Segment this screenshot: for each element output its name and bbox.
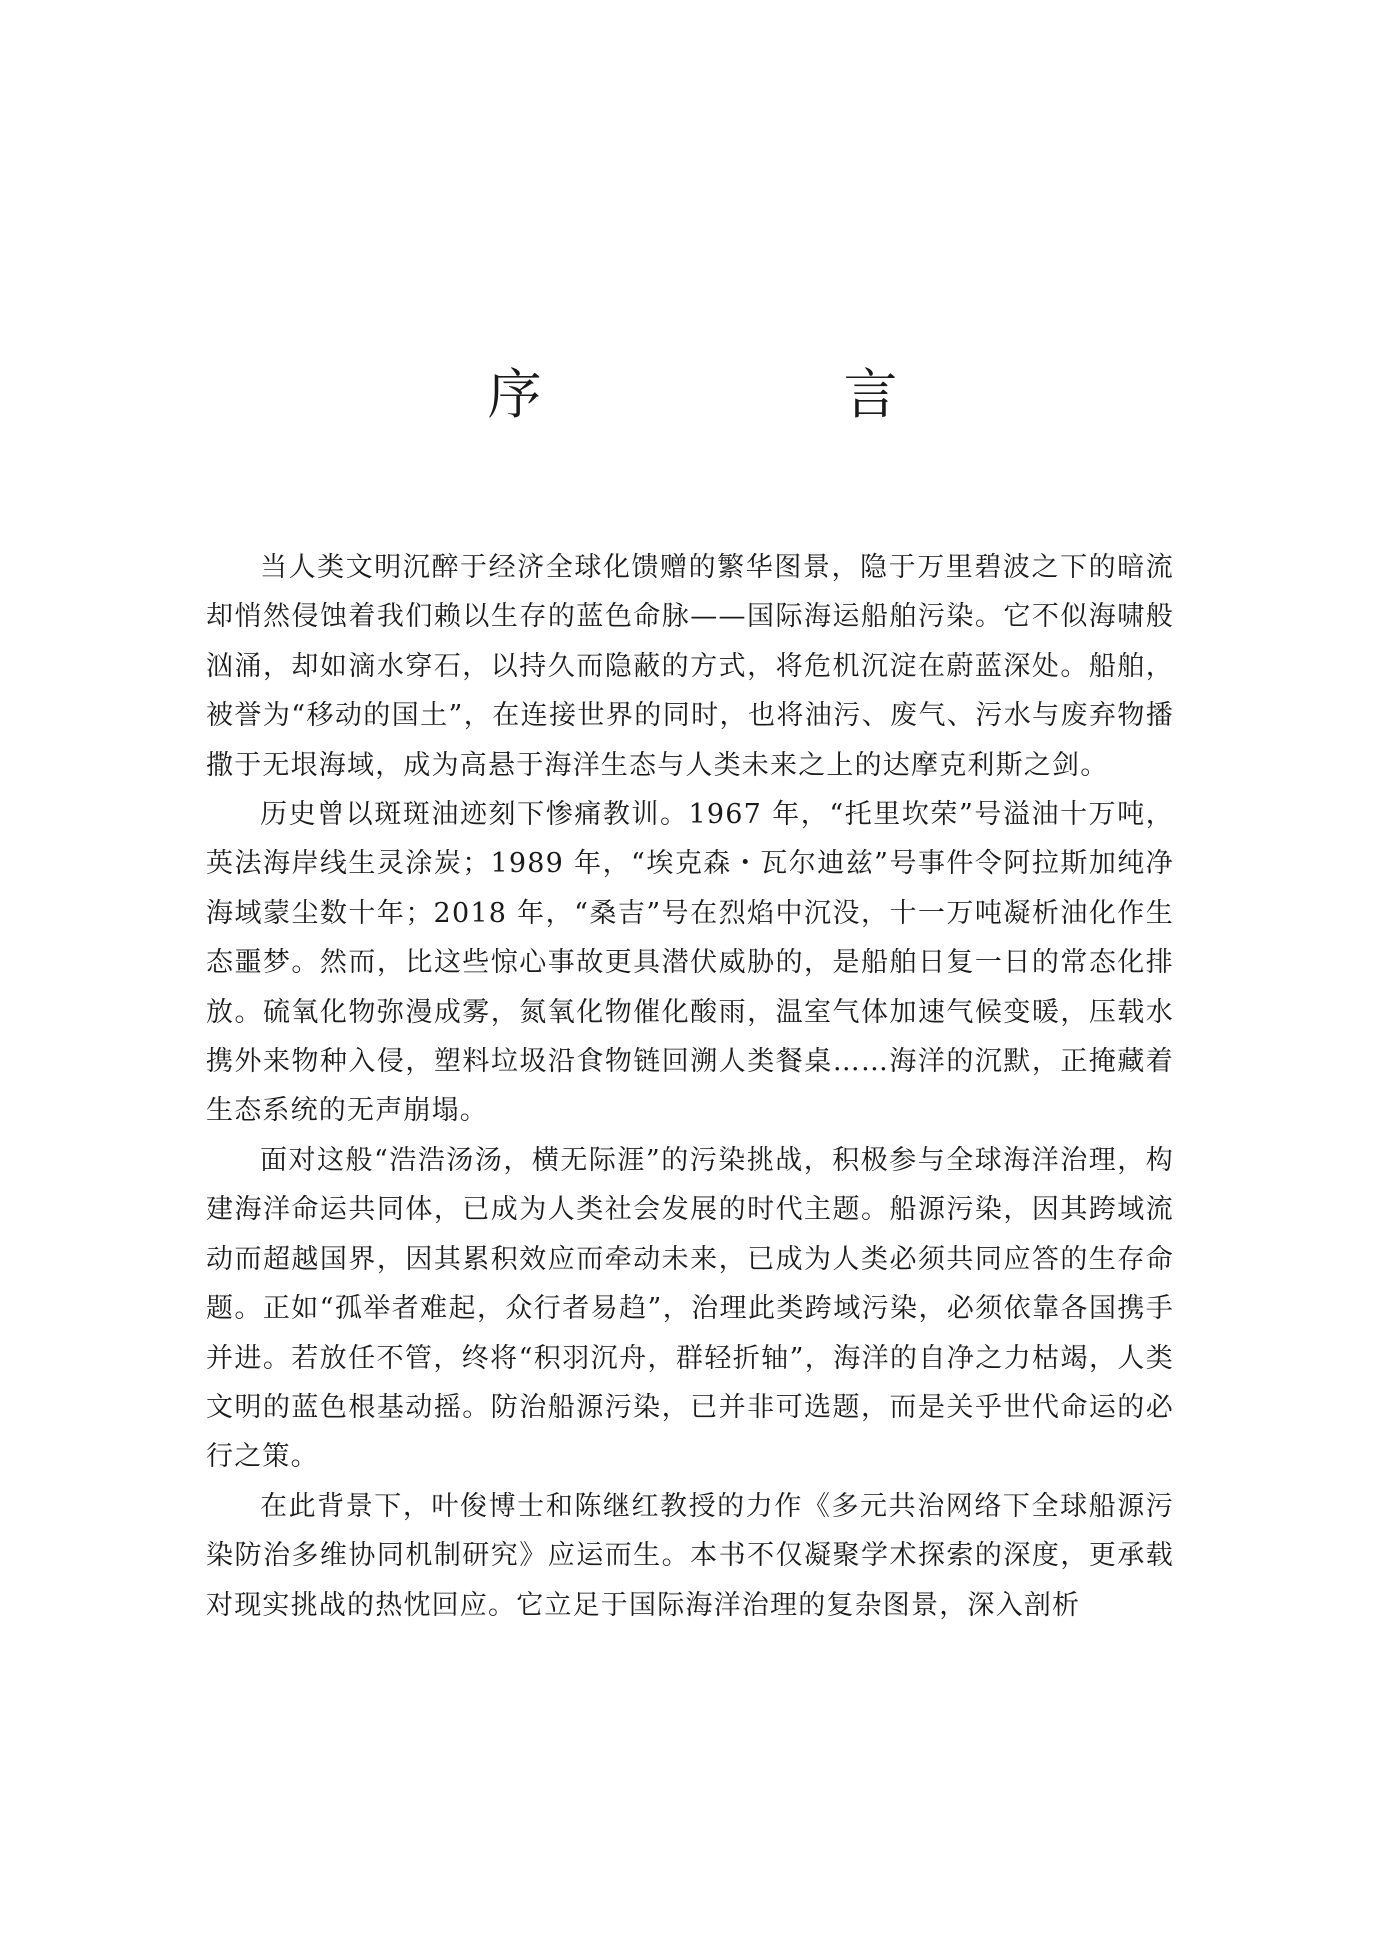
paragraph-2: 历史曾以斑斑油迹刻下惨痛教训。1967 年，“托里坎荣”号溢油十万吨，英法海岸线生灵涂炭；1989 年，“埃克森・瓦尔迪兹”号事件令阿拉斯加纯净海域蒙尘数十年；2018 年，“桑吉”号在烈焰中沉没，十一万吨凝析油化作生态噩梦。然而，比这些惊心事故更具潜伏威胁的，是船舶日复一日的常态化排放。硫氧化物弥漫成雾，氮氧化物催化酸雨，温室气体加速气候变暖，压载水携外来物种入侵，塑料垃圾沿食物链回溯人类餐桌……海洋的沉默，正掩藏着生态系统的无声崩塌。 — [206, 799, 1174, 1127]
paragraph-1: 当人类文明沉醉于经济全球化馈赠的繁华图景，隐于万里碧波之下的暗流却悄然侵蚀着我们赖以生存的蓝色命脉——国际海运船舶污染。它不似海啸般汹涌，却如滴水穿石，以持久而隐蔽的方式，将危机沉淀在蔚蓝深处。船舶，被誉为“移动的国土”，在连接世界的同时，也将油污、废气、污水与废弃物播撒于无垠海域，成为高悬于海洋生态与人类未来之上的达摩克利斯之剑。 — [206, 552, 1174, 781]
paragraph-3: 面对这般“浩浩汤汤，横无际涯”的污染挑战，积极参与全球海洋治理，构建海洋命运共同体，已成为人类社会发展的时代主题。船源污染，因其跨域流动而超越国界，因其累积效应而牵动未来，已成为人类必须共同应答的生存命题。正如“孤举者难起，众行者易趋”，治理此类跨域污染，必须依靠各国携手并进。若放任不管，终将“积羽沉舟，群轻折轴”，海洋的自净之力枯竭，人类文明的蓝色根基动摇。防治船源污染，已并非可选题，而是关乎世代命运的必行之策。 — [206, 1144, 1174, 1473]
page-title: 序 言 — [487, 363, 1022, 426]
paragraph-4: 在此背景下，叶俊博士和陈继红教授的力作《多元共治网络下全球船源污染防治多维协同机制研究》应运而生。本书不仅凝聚学术探索的深度，更承载对现实挑战的热忱回应。它立足于国际海洋治理的复杂图景，深入剖析 — [206, 1490, 1174, 1621]
body-text — [206, 543, 1174, 1630]
